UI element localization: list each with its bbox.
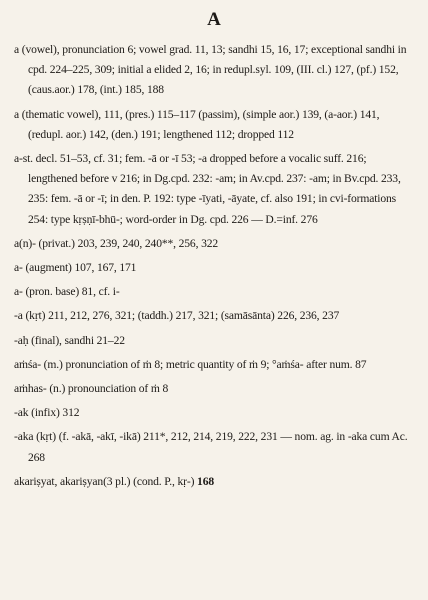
index-entry <box>14 331 414 351</box>
entry-headword: -aka <box>14 430 34 444</box>
entry-headword: a-st. <box>14 152 33 166</box>
index-entry <box>14 355 414 375</box>
entry-references: (infix) 312 <box>28 406 80 420</box>
index-entry <box>14 149 414 230</box>
index-entry <box>14 306 414 326</box>
entry-references: (kṛt) 211, 212, 276, 321; (taddh.) 217, 321; (samāsānta) 226, 236, 237 <box>22 309 340 323</box>
entry-references: (augment) 107, 167, 171 <box>22 261 137 275</box>
entry-references: (pron. base) 81, cf. i- <box>22 285 120 299</box>
entry-references: (thematic vowel), 111, (pres.) 115–117 (passim), (simple aor.) 139, (a-aor.) 141, (redupl. aor.) 142, (den.) 191; lengthened 112; dropped 112 <box>19 107 380 141</box>
index-entry <box>14 403 414 423</box>
entry-headword: a(n)- <box>14 236 36 250</box>
section-letter-heading: A <box>207 9 221 30</box>
index-entry <box>14 472 414 492</box>
index-entry <box>14 282 414 302</box>
entry-headword: -a <box>14 309 23 323</box>
entry-page-bold: 168 <box>197 474 214 488</box>
entry-references: (vowel), pronunciation 6; vowel grad. 11, 13; sandhi 15, 16, 17; exceptional sandhi in cpd. 224–225, 309; initial a elided 2, 16; in redupl.syl. 109, (III. cl.) 127, (pf.) 152, (caus.aor.) 178, (int.) 185, 188 <box>19 43 407 97</box>
index-entry <box>14 258 414 278</box>
entry-headword: akariṣyat, akariṣyan <box>14 474 104 488</box>
entry-headword: -ak <box>14 406 29 420</box>
entry-headword: -aḥ <box>14 333 29 347</box>
entry-headword: aṁhas- <box>14 382 47 396</box>
index-entry <box>14 427 414 467</box>
entry-headword: a <box>14 107 19 121</box>
entry-references: (privat.) 203, 239, 240, 240**, 256, 322 <box>35 236 219 250</box>
entry-headword: a- <box>14 261 23 275</box>
index-entry <box>14 40 414 101</box>
index-entry <box>14 105 414 145</box>
entry-references: (n.) pronounciation of ṁ 8 <box>46 382 169 396</box>
entry-references: (m.) pronunciation of ṁ 8; metric quantity of ṁ 9; °aṁśa- after num. 87 <box>40 357 367 371</box>
entry-references: decl. 51–53, cf. 31; fem. -ā or -ī 53; -a dropped before a vocalic suff. 216; lengthened before v 216; in Dg.cpd. 232: -am; in Av.cpd. 237: -am; in Bv.cpd. 233, 235: fem. -ā or -ī; in den. P. 192: type -īyati, -āyate, cf. also 191; in cvi-formations 254: type kṛṣṇī-bhū-; word-order in Dg. cpd. 226 — D.=inf. 276 <box>28 152 401 226</box>
index-entry <box>14 379 414 399</box>
entry-references: (final), sandhi 21–22 <box>28 333 125 347</box>
index-entry <box>14 234 414 254</box>
entry-headword: aṁśa- <box>14 357 41 371</box>
entry-references: (3 pl.) (cond. P., kṛ-) <box>103 474 198 488</box>
entry-headword: a <box>14 43 19 56</box>
index-entries <box>14 40 414 492</box>
entry-headword: a- <box>14 285 23 299</box>
entry-references: (kṛt) (f. -akā, -akī, -ikā) 211*, 212, 214, 219, 222, 231 — nom. ag. in -aka cum Ac. 268 <box>28 430 408 464</box>
